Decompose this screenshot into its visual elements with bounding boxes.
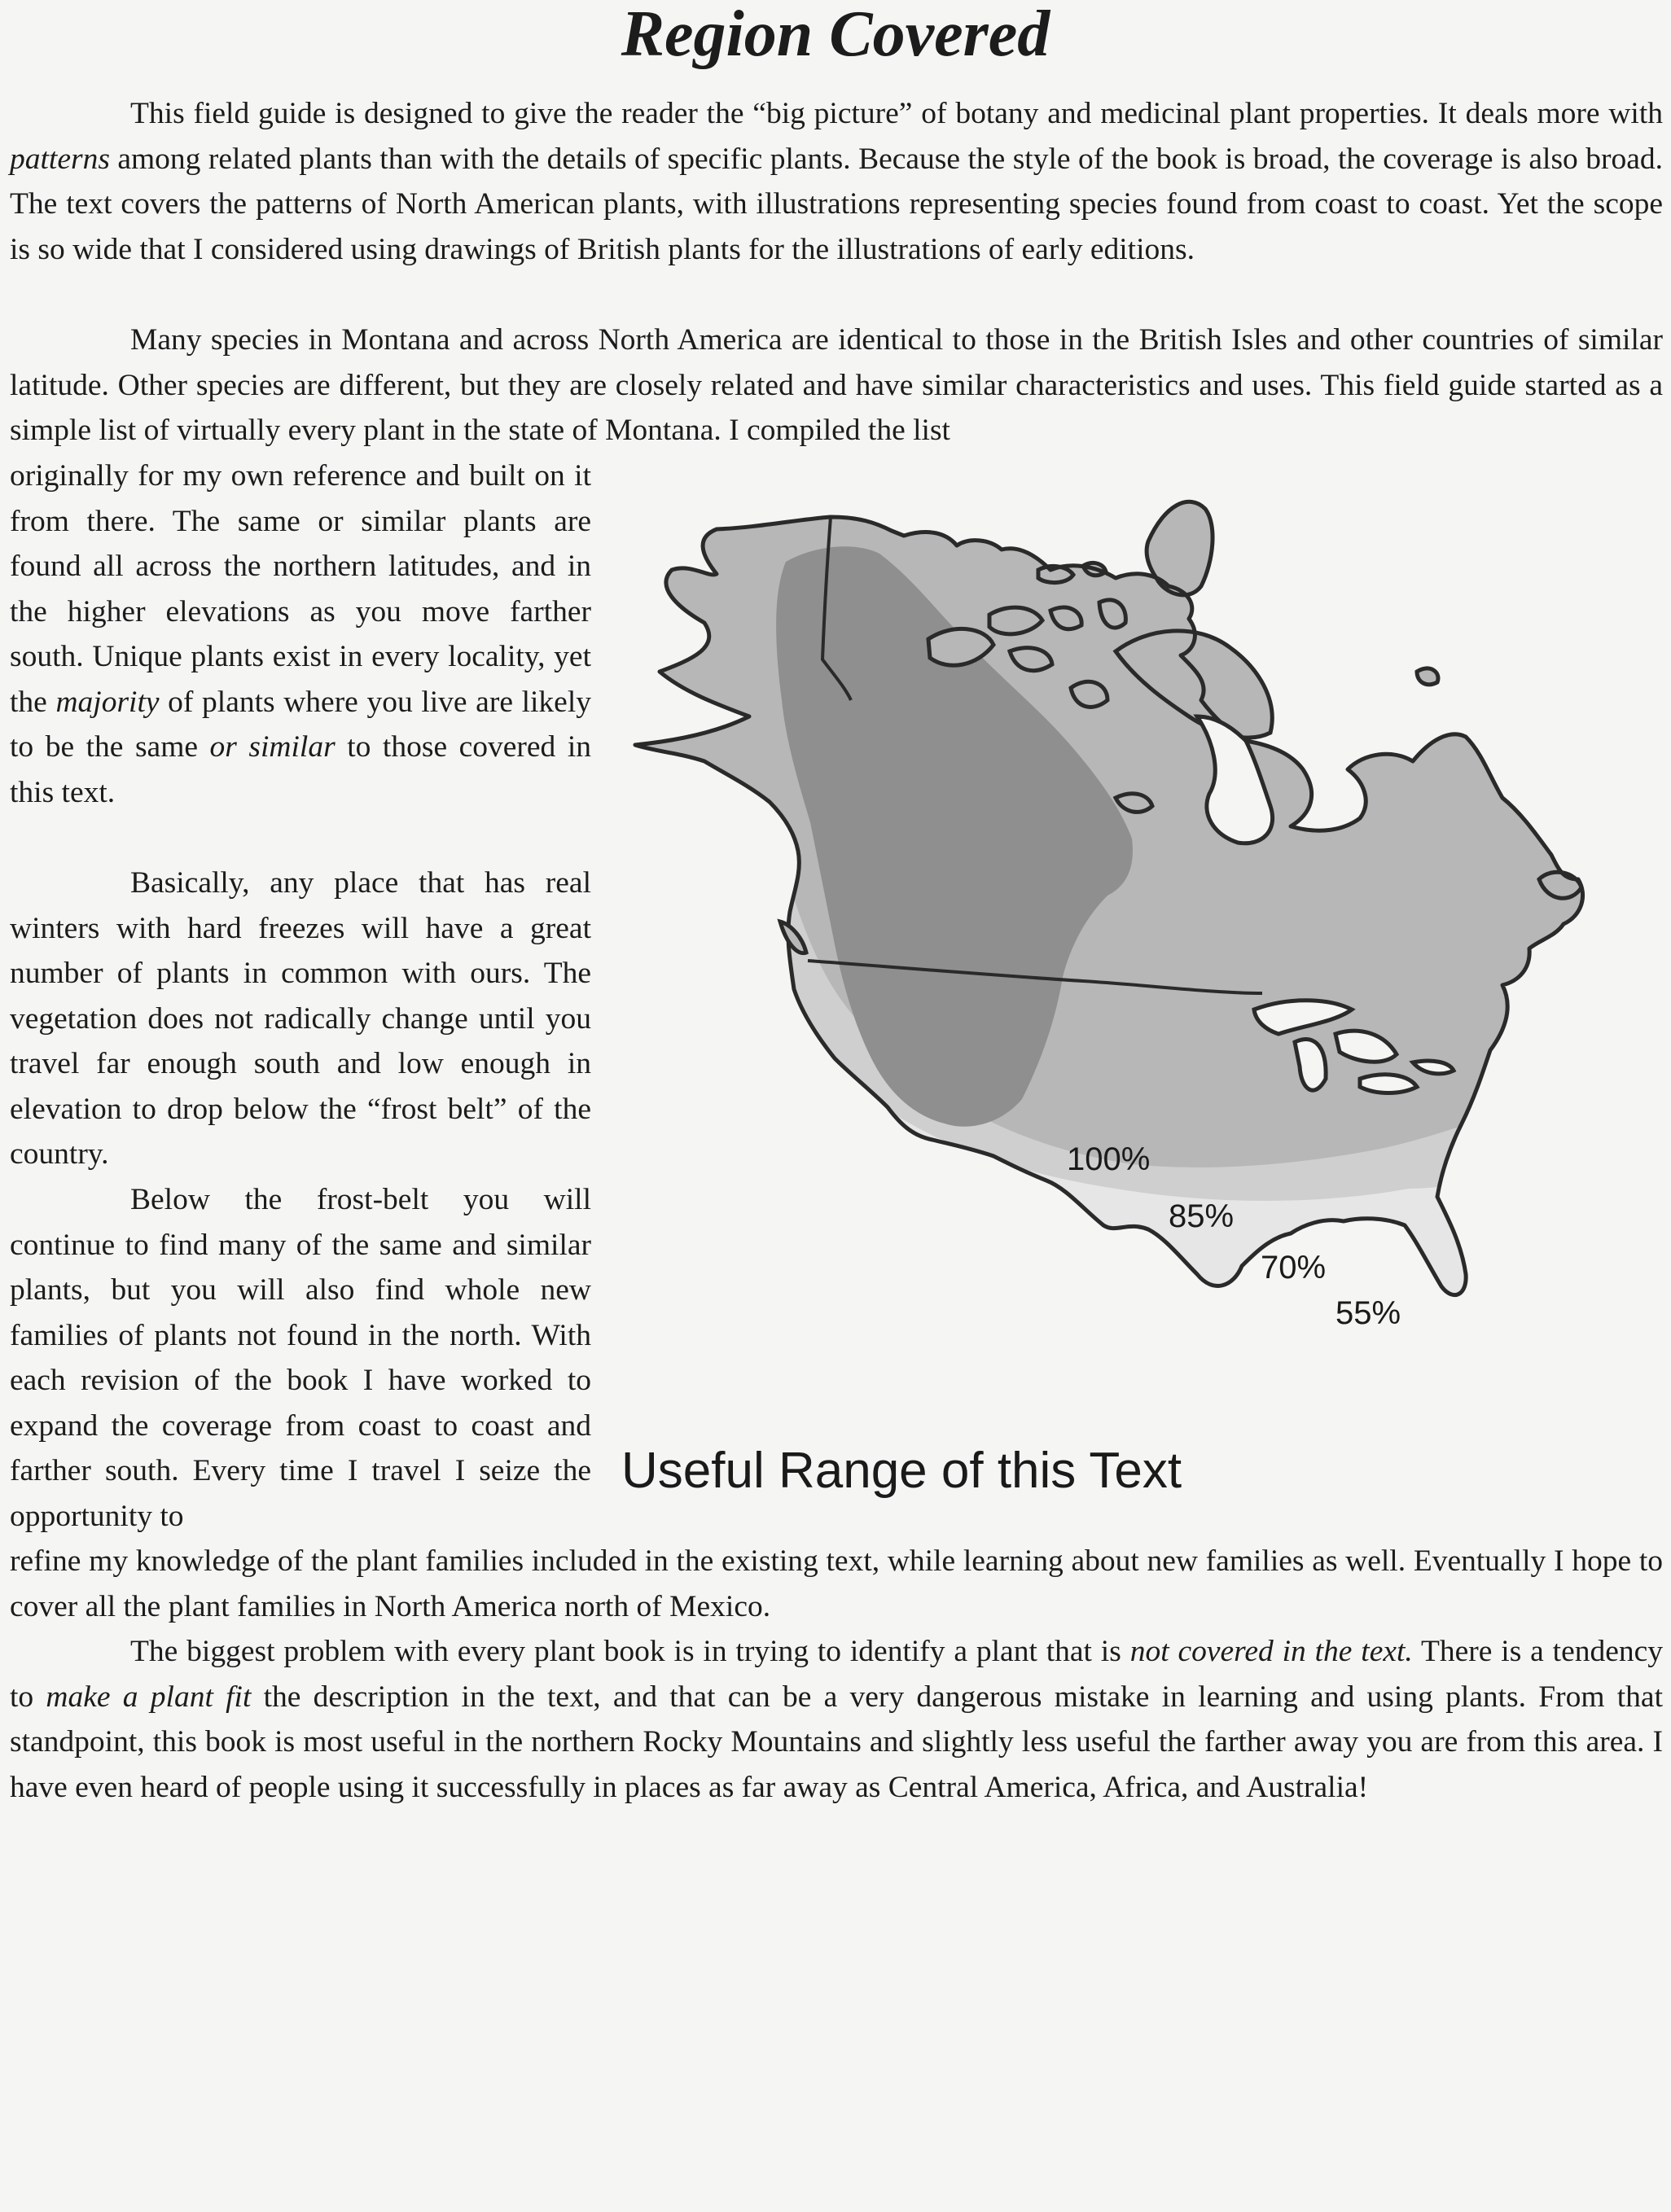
italic-text-run: or similar: [209, 730, 336, 764]
paragraph-5: [10, 1629, 1663, 1810]
text-run: Basically, any place that has real winters with hard freezes will have a great number of plants in common with ours. The vegetation does not radically change until you travel far enough south and low enough in elevation to drop below the “frost belt” of the country.: [10, 866, 591, 1171]
text-run: This field guide is designed to give the reader the “big picture” of botany and medicinal plant properties. It deals more with: [130, 97, 1663, 130]
paragraph-4-continued: [10, 1539, 1663, 1629]
zone-label-55: 55%: [1335, 1295, 1401, 1331]
italic-text-run: make a plant fit: [46, 1680, 252, 1714]
zone-label-70: 70%: [1261, 1250, 1327, 1286]
text-run: originally for my own reference and built on it from there. The same or similar plants are found all across the northern latitudes, and in the higher elevations as you move farther south. Unique plants exist in every locality, yet the: [10, 459, 591, 719]
text-run: to those covered in this text.: [10, 730, 591, 809]
text-run: The biggest problem with every plant book is in trying to identify a plant that is: [130, 1635, 1130, 1668]
zone-label-85: 85%: [1169, 1198, 1235, 1234]
paragraph-3: [10, 861, 591, 1177]
map-shading-layers: [627, 472, 1655, 1400]
text-run: the description in the text, and that can be a very dangerous mistake in learning and using plants. From that standpoint, this book is most useful in the northern Rocky Mountains and slightly less useful the farther away you are from this area. I have even heard of people using it successfully in places as far away as Central America, Africa, and Australia!: [10, 1680, 1663, 1804]
paragraph-1: [10, 91, 1663, 272]
text-run: Below the frost-belt you will continue to find many of the same and similar plants, but you will also find whole new families of plants not found in the north. With each revision of the book I have worked to expand the coverage from coast to coast and farther south. Every time I travel I seize the opportunity to: [10, 1183, 591, 1533]
range-map-figure: [621, 472, 1655, 1499]
zone-label-100: 100%: [1067, 1141, 1151, 1177]
italic-text-run: patterns: [10, 142, 110, 176]
paragraph-2-continued: [10, 453, 591, 815]
paragraph-2: [10, 318, 1663, 453]
paragraph-4: [10, 1177, 591, 1539]
text-run: among related plants than with the details of specific plants. Because the style of the book is broad, the coverage is also broad. The text covers the patterns of North American plants, with illustrations representing species found from coast to coast. Yet the scope is so wide that I considered using drawings of British plants for the illustrations of early editions.: [10, 142, 1663, 266]
text-run: of plants where you live are likely to be the same: [10, 685, 591, 764]
italic-text-run: majority: [55, 685, 160, 719]
page-title: Region Covered: [621, 0, 1050, 70]
text-run: There is a tendency to: [10, 1635, 1664, 1714]
map-caption: Useful Range of this Text: [621, 1443, 1182, 1499]
north-america-range-map: [627, 472, 1655, 1400]
text-run: Many species in Montana and across North America are identical to those in the British Isles and other countries of similar latitude. Other species are different, but they are closely related and have similar characteristics and uses. This field guide started as a simple list of virtually every plant in the state of Montana. I compiled the list: [10, 323, 1663, 447]
text-run: refine my knowledge of the plant families included in the existing text, while learning about new families as well. Eventually I hope to cover all the plant families in North America north of Mexico.: [10, 1544, 1663, 1623]
italic-text-run: not covered in the text.: [1129, 1635, 1413, 1668]
